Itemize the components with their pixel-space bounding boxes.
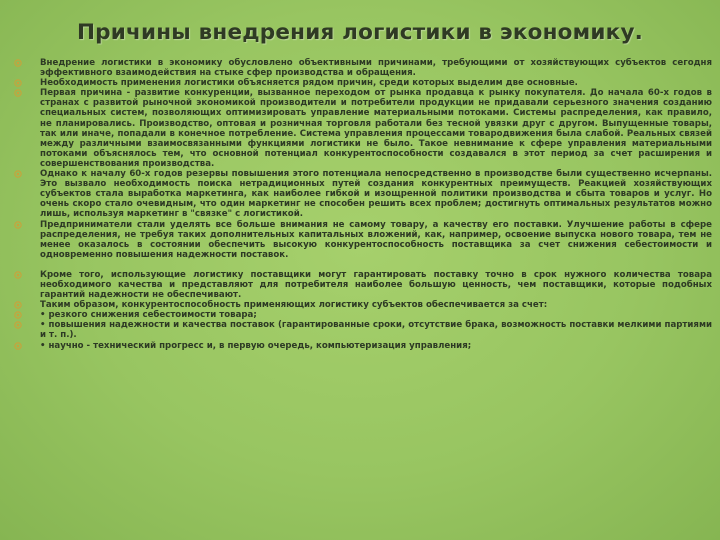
list-item-text: Однако к началу 60-х годов резервы повышения этого потенциала непосредственно в производстве были существенно исчерпаны. Это вызвало необходимость поиска нетрадиционных путей создания конкурентных преимуществ. Реакцией хозяйствующих субъектов стала выработка маркетинга, как наиболее гибкой и изощренной политики производства и сбыта товаров и услуг. Но очень скоро стало очевидным, что один маркетинг не способен решить всех проблем; достигнуть оптимальных результатов можно лишь, используя маркетинг в "связке" с логистикой. — [40, 169, 712, 220]
target-bullet-icon — [14, 271, 22, 279]
list-item-text: • резкого снижения себестоимости товара; — [40, 310, 257, 321]
list-item — [8, 88, 712, 169]
list-item — [8, 300, 712, 310]
spacer — [8, 260, 712, 270]
list-item — [8, 58, 712, 78]
target-bullet-icon — [14, 59, 22, 67]
list-item — [8, 78, 712, 88]
target-bullet-icon — [14, 221, 22, 229]
target-bullet-icon — [14, 342, 22, 350]
list-item-text: Таким образом, конкурентоспособность применяющих логистику субъектов обеспечивается за счет: — [40, 300, 548, 311]
list-item — [8, 310, 712, 320]
list-item — [8, 169, 712, 219]
list-item-text: Внедрение логистики в экономику обусловлено объективными причинами, требующими от хозяйствующих субъектов сегодня эффективного взаимодействия на стыке сфер производства и обращения. — [40, 58, 712, 79]
target-bullet-icon — [14, 311, 22, 319]
list-item — [8, 220, 712, 260]
list-item-text: Предприниматели стали уделять все больше внимания не самому товару, а качеству его поставки. Улучшение работы в сфере распределения, не требуя таких дополнительных капитальных вложений, как, например, освоение выпуска нового товара, тем не менее оказалось в состоянии обеспечить высокую конкурентоспособность поставщика за счет снижения себестоимости и одновременно повышения надежности поставок. — [40, 219, 712, 260]
slide-title: Причины внедрения логистики в экономику. — [76, 20, 644, 45]
target-bullet-icon — [14, 79, 22, 87]
list-item-text: Необходимость применения логистики объясняется рядом причин, среди которых выделим две основные. — [40, 78, 578, 89]
list-item-text: Первая причина - развитие конкуренции, вызванное переходом от рынка продавца к рынку покупателя. До начала 60-х годов в странах с развитой рыночной экономикой производители и потребители продукции не придавали серьезного значения созданию специальных систем, позволяющих оптимизировать управление материальными потоками. Системы распределения, как правило, не планировались. Производство, оптовая и розничная торговля работали без тесной увязки друг с другом. Выпущенные товары, так или иначе, попадали в конечное потребление. Система управления процессами товародвижения была слабой. Реальных связей между различными взаимосвязанными функциями логистики не было. Такое невнимание к сфере управления материальными потоками объяснялось тем, что основной потенциал конкурентоспособности создавался в этот период за счет расширения и совершенствования производства. — [40, 88, 712, 169]
target-bullet-icon — [14, 301, 22, 309]
list-item — [8, 341, 712, 351]
target-bullet-icon — [14, 89, 22, 97]
list-item-text: Кроме того, использующие логистику поставщики могут гарантировать поставку точно в срок нужного количества товара необходимого качества и представляют для потребителя наиболее большую ценность, чем поставщики, которые подобных гарантий надежности не обеспечивают. — [40, 269, 712, 301]
slide-body — [8, 58, 712, 351]
target-bullet-icon — [14, 170, 22, 178]
list-item-text: • повышения надежности и качества поставок (гарантированные сроки, отсутствие брака, возможность поставки мелкими партиями и т. п.). — [40, 320, 712, 341]
list-item — [8, 320, 712, 340]
list-item — [8, 270, 712, 300]
target-bullet-icon — [14, 321, 22, 329]
list-item-text: • научно - технический прогресс и, в первую очередь, компьютеризация управления; — [40, 340, 472, 351]
